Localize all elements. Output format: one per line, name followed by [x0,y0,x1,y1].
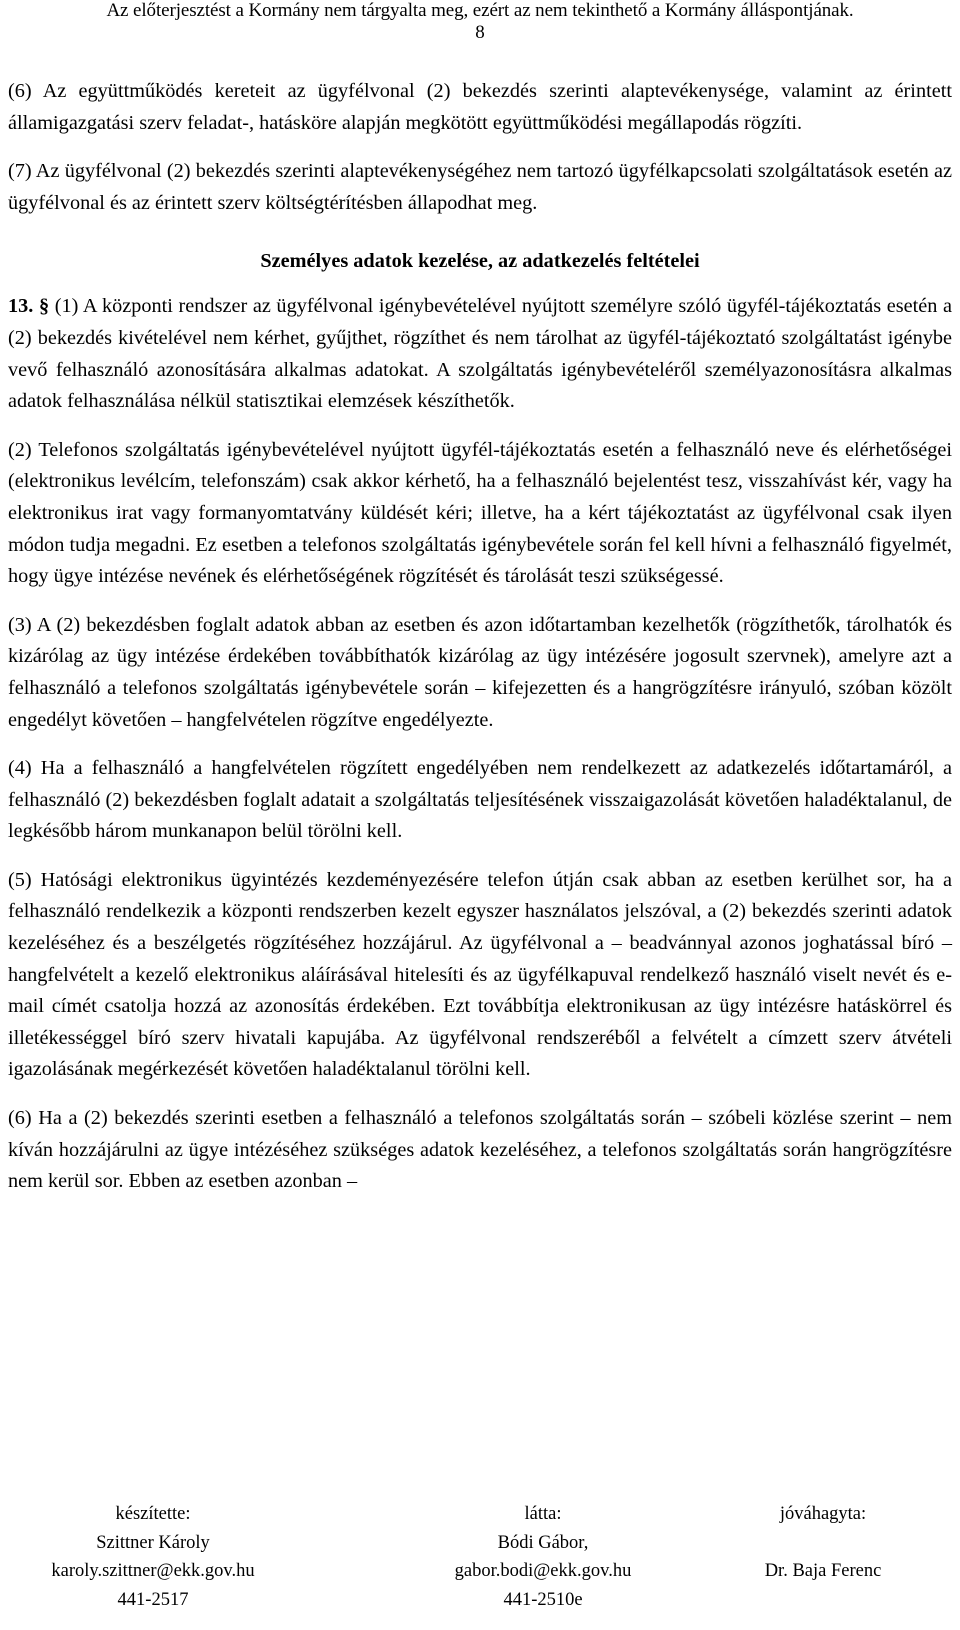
footer-prepared-by [18,1500,288,1614]
section-13-paragraph-1-text: (1) A központi rendszer az ügyfélvonal igénybevételével nyújtott személyre szóló ügyfél-tájékoztatás esetén a (2) bekezdés kivételével nem kérhet, gyűjthet, rögzíthet és nem tárolhat az ügyfél-tájékoztató szolgáltatást igénybe vevő felhasználó azonosítására alkalmas adatokat. A szolgáltatás igénybevételéről személyazonosításra alkalmas adatok felhasználása nélkül statisztikai elemzések készíthetők. [8,295,952,413]
section-heading: Személyes adatok kezelése, az adatkezelés feltételei [260,250,700,273]
prepared-name: Szittner Károly [96,1532,210,1553]
document-page [8,0,952,1630]
page-number: 8 [475,22,485,43]
section-13-paragraph-6: (6) Ha a (2) bekezdés szerinti esetben a felhasználó a telefonos szolgáltatás során – szóbeli közlése szerint – nem kíván hozzájárulni az ügye intézéséhez szükséges adatok kezeléséhez, a telefonos szolgáltatás során hangrögzítésre nem kerül sor. Ebben az esetben azonban – [8,1107,952,1193]
section-13-paragraph-2: (2) Telefonos szolgáltatás igénybevételével nyújtott ügyfél-tájékoztatás esetén a felhasználó neve és elérhetőségei (elektronikus levélcím, telefonszám) csak akkor kérhető, ha a felhasználó bejelentést tesz, visszahívást kér, vagy ha elektronikus irat vagy formanyomtatvány küldését kéri; illetve, ha a kért tájékoztatást az ügyfélvonal csak ilyen módon tudja megadni. Ez esetben a telefonos szolgáltatás igénybevétele során fel kell hívni a felhasználó figyelmét, hogy ügye intézése nevének és elérhetőségének rögzítését és tárolását teszi szükségessé. [8,438,952,588]
section-number: 13. § [8,295,50,318]
prepared-label: készítette: [115,1504,191,1524]
section-13-paragraph-4: (4) Ha a felhasználó a hangfelvételen rögzített engedélyében nem rendelkezett az adatkezelés időtartamáról, a felhasználó (2) bekezdésben foglalt adatait a szolgáltatás teljesítésének visszaigazolását követően haladéktalanul, de legkésőbb három munkanapon belül törölni kell. [8,757,952,843]
seen-label: látta: [524,1504,562,1524]
section-13-paragraph-1 [8,291,952,417]
header-disclaimer: Az előterjesztést a Kormány nem tárgyalta meg, ezért az nem tekinthető a Kormány álláspontjának. [106,0,854,21]
section-13-paragraph-3: (3) A (2) bekezdésben foglalt adatok abban az esetben és azon időtartamban kezelhetők (rögzíthetők, tárolhatók és kizárólag az ügy intézése érdekében továbbíthatók kizárólag az ügy intézésére jogosult szervnek), amelyre azt a felhasználó a telefonos szolgáltatás igénybevétele során – kifejezetten és a hangrögzítésre irányuló, szóban közölt engedélyt követően – hangfelvételen rögzítve engedélyezte. [8,613,952,731]
seen-email: gabor.bodi@ekk.gov.hu [454,1561,632,1581]
prepared-email: karoly.szittner@ekk.gov.hu [51,1561,255,1581]
seen-phone: 441-2510e [503,1589,583,1610]
approved-name: Dr. Baja Ferenc [764,1561,882,1581]
approved-label: jóváhagyta: [779,1504,867,1524]
approved-spacer [688,1529,958,1558]
footer-seen-by [408,1500,678,1614]
paragraph-7-previous-section: (7) Az ügyfélvonal (2) bekezdés szerinti alaptevékenységéhez nem tartozó ügyfélkapcsolati szolgáltatások esetén az ügyfélvonal és az érintett szerv költségtérítésben állapodhat meg. [8,160,952,214]
document-body [8,76,952,1198]
seen-name: Bódi Gábor, [497,1532,589,1553]
paragraph-6-previous-section: (6) Az együttműködés kereteit az ügyfélvonal (2) bekezdés szerinti alaptevékenysége, valamint az érintett államigazgatási szerv feladat-, hatásköre alapján megkötött együttműködési megállapodás rögzíti. [8,80,952,134]
signature-footer [8,1500,952,1630]
section-13-paragraph-5: (5) Hatósági elektronikus ügyintézés kezdeményezésére telefon útján csak abban az esetben kerülhet sor, ha a felhasználó rendelkezik a központi rendszerben kezelt egyszer használatos jelszóval, a (2) bekezdés szerinti adatok kezeléséhez és a beszélgetés rögzítéséhez hozzájárul. Az ügyfélvonal a – beadvánnyal azonos joghatással bíró – hangfelvételt a kezelő elektronikus aláírásával hitelesíti és az ügyfélkapuval rendelkező használó viselt nevét és e-mail címét csatolja hozzá az azonosítás érdekében. Ezt továbbítja elektronikusan az ügy intézésre hatáskörrel és illetékességgel bíró szerv hivatali kapujába. Az ügyfélvonal rendszeréből a felvételt a címzett szerv átvételi igazolásának megérkezését követően haladéktalanul törölni kell. [8,868,952,1081]
footer-approved-by [688,1500,958,1586]
prepared-phone: 441-2517 [117,1589,189,1610]
